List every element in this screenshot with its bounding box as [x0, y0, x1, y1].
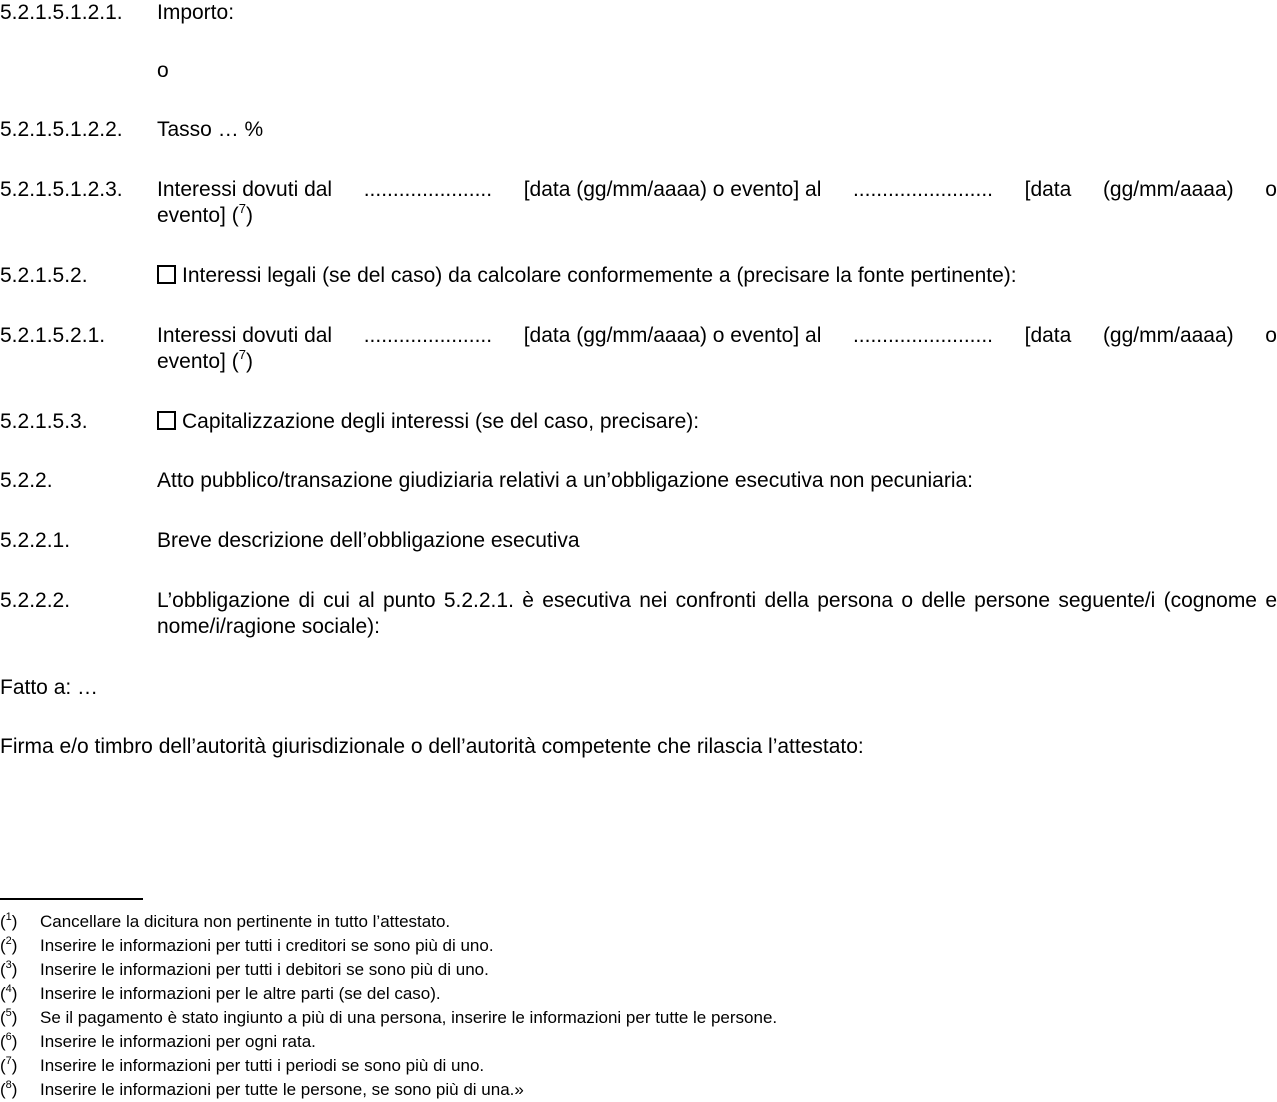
text-segment: evento] (: [157, 204, 239, 227]
item-number: 5.2.1.5.2.: [0, 264, 88, 287]
footnote-mark: ($^2$): [0, 935, 18, 955]
footnote-text: Cancellare la dicitura non pertinente in tutto l’attestato.: [40, 912, 451, 931]
footnote-number: 8: [5, 1079, 12, 1091]
footnote-mark: ($^5$): [0, 1007, 18, 1027]
item-5-2-1-5-2-1: [0, 323, 1277, 375]
blank-field: ......................: [363, 324, 493, 347]
fatto-a-label: Fatto a: …: [0, 676, 99, 699]
text-segment: (gg/mm/aaaa): [1102, 324, 1234, 347]
footnote-mark: ($^3$): [0, 959, 18, 979]
item-text-wrap: [157, 263, 1017, 289]
item-text: Importo:: [157, 1, 235, 24]
text-segment: (gg/mm/aaaa): [1102, 178, 1234, 201]
blank-field: ........................: [852, 324, 993, 347]
footnote-text: Inserire le informazioni per tutti i periodi se sono più di uno.: [40, 1056, 485, 1075]
footnote-number: 1: [5, 911, 12, 923]
item-number: 5.2.1.5.2.1.: [0, 324, 106, 347]
text-segment: [data (gg/mm/aaaa) o evento] al: [523, 324, 822, 347]
item-text-line-1: [157, 177, 1277, 203]
text-segment: [data (gg/mm/aaaa) o evento] al: [523, 178, 822, 201]
text-segment: [data: [1024, 324, 1072, 347]
footnote-separator: [0, 898, 143, 900]
footnote-mark: ($^7$): [0, 1055, 18, 1075]
footnote-number: 7: [5, 1055, 12, 1067]
item-number: 5.2.1.5.1.2.3.: [0, 178, 123, 201]
item-text-line-1: [157, 323, 1277, 349]
item-text-block: [157, 177, 1277, 229]
item-text-line-2: [157, 203, 1277, 229]
text-segment: Interessi dovuti dal: [157, 324, 333, 347]
footnote-number: 2: [5, 935, 12, 947]
footnote-number: 6: [5, 1031, 12, 1043]
footnote-text: Inserire le informazioni per le altre parti (se del caso).: [40, 984, 441, 1003]
footnote-ref: 7: [238, 201, 246, 216]
checkbox-interessi-legali[interactable]: [157, 265, 176, 284]
footnote-mark: ($^6$): [0, 1031, 18, 1051]
footnote-mark: ($^4$): [0, 983, 18, 1003]
checkbox-capitalizzazione[interactable]: [157, 411, 176, 430]
item-text-line-2: [157, 349, 1277, 375]
text-segment: o: [1265, 178, 1277, 201]
text-segment: evento] (: [157, 350, 239, 373]
item-text: Breve descrizione dell’obbligazione esecutiva: [157, 529, 580, 552]
item-text-block: [157, 323, 1277, 375]
footnote-mark: ($^1$): [0, 911, 18, 931]
footnote-number: 4: [5, 983, 12, 995]
item-number: 5.2.1.5.1.2.2.: [0, 118, 123, 141]
item-text: Capitalizzazione degli interessi (se del caso, precisare):: [182, 410, 700, 433]
item-text: Tasso … %: [157, 118, 264, 141]
item-5-2-2-2: [0, 588, 1277, 640]
footnote-number: 3: [5, 959, 12, 971]
footnote-number: 5: [5, 1007, 12, 1019]
firma-label: Firma e/o timbro dell’autorità giurisdizionale o dell’autorità competente che rilascia l’attestato:: [0, 735, 864, 758]
footnote-text: Inserire le informazioni per tutti i debitori se sono più di uno.: [40, 960, 489, 979]
text-segment: o: [1265, 324, 1277, 347]
item-number: 5.2.2.1.: [0, 529, 71, 552]
item-number: 5.2.2.: [0, 469, 53, 492]
item-number: 5.2.1.5.1.2.1.: [0, 1, 123, 24]
item-text: L’obbligazione di cui al punto 5.2.2.1. è esecutiva nei confronti della persona o delle persone seguente/i (cognome e nome/i/ragione sociale):: [157, 589, 1277, 638]
text-segment: ): [245, 204, 253, 227]
footnote-text: Se il pagamento è stato ingiunto a più di una persona, inserire le informazioni per tutte le persone.: [40, 1008, 778, 1027]
footnote-text: Inserire le informazioni per tutte le persone, se sono più di una.»: [40, 1080, 524, 1099]
text-segment: ): [245, 350, 253, 373]
text-segment: Interessi dovuti dal: [157, 178, 333, 201]
item-text: Atto pubblico/transazione giudiziaria relativi a un’obbligazione esecutiva non pecuniaria:: [157, 469, 974, 492]
footnote-ref: 7: [238, 347, 246, 362]
footnote-text: Inserire le informazioni per tutti i creditori se sono più di uno.: [40, 936, 494, 955]
item-number: 5.2.2.2.: [0, 589, 71, 612]
item-number: 5.2.1.5.3.: [0, 410, 88, 433]
item-text-wrap: [157, 409, 699, 435]
footnote-text: Inserire le informazioni per ogni rata.: [40, 1032, 316, 1051]
text-segment: [data: [1024, 178, 1072, 201]
blank-field: ......................: [363, 178, 493, 201]
item-text: Interessi legali (se del caso) da calcolare conformemente a (precisare la fonte pertinente):: [182, 264, 1017, 287]
item-text: o: [157, 59, 169, 82]
blank-field: ........................: [852, 178, 993, 201]
item-5-2-1-5-1-2-3: [0, 177, 1277, 229]
footnote-mark: ($^8$): [0, 1079, 18, 1099]
